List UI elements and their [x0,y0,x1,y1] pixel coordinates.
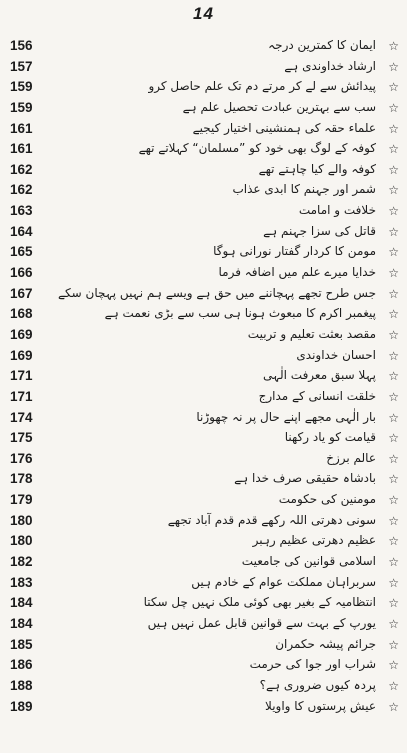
toc-title: خلافت و امامت [298,203,376,218]
toc-entry [0,387,407,408]
star-bullet-icon: ☆ [388,575,399,590]
toc-title: احسان خداوندی [296,347,376,362]
toc-title: عالم برزخ [326,450,376,465]
toc-page-number: 180 [10,533,33,549]
star-bullet-icon: ☆ [388,389,399,404]
toc-page-number: 189 [10,698,33,714]
star-bullet-icon: ☆ [388,307,399,322]
star-bullet-icon: ☆ [388,596,399,611]
star-bullet-icon: ☆ [388,451,399,466]
toc-entry [0,284,407,305]
toc-page-number: 184 [10,595,33,611]
star-bullet-icon: ☆ [388,224,399,239]
toc-entry [0,511,407,532]
toc-page-number: 161 [10,120,33,136]
toc-page-number: 171 [10,388,33,404]
star-bullet-icon: ☆ [388,555,399,570]
toc-page-number: 179 [10,492,33,508]
toc-page-number: 174 [10,409,33,425]
toc-entry [0,119,407,140]
toc-title: کوفہ کے لوگ بھی خود کو ”مسلمان“ کہلاتے تھے [138,141,376,156]
toc-entry [0,180,407,201]
star-bullet-icon: ☆ [388,162,399,177]
toc-entry [0,593,407,614]
toc-title: علماء حقہ کی ہمنشینی اختیار کیجیے [192,120,376,135]
toc-title: سب سے بہترین عبادت تحصیل علم ہے [182,99,376,114]
star-bullet-icon: ☆ [388,327,399,342]
star-bullet-icon: ☆ [388,678,399,693]
toc-page-number: 167 [10,285,33,301]
star-bullet-icon: ☆ [388,616,399,631]
toc-page-number: 159 [10,79,33,95]
star-bullet-icon: ☆ [388,699,399,714]
toc-title: یورپ کے بہت سے قوانین قابل عمل نہیں ہیں [147,615,376,630]
toc-title: عیش پرستوں کا واویلا [265,698,376,713]
toc-page-number: 183 [10,574,33,590]
toc-entry [0,428,407,449]
star-bullet-icon: ☆ [388,245,399,260]
star-bullet-icon: ☆ [388,493,399,508]
toc-title: سونی دھرتی اللہ رکھے قدم قدم آباد تجھے [167,512,376,527]
toc-title: پیغمبر اکرم کا مبعوث ہونا ہی سب سے بڑی نعمت ہے [104,306,376,321]
toc-entry [0,573,407,594]
toc-title: اسلامی قوانین کی جامعیت [241,554,376,569]
toc-entry [0,201,407,222]
toc-page-number: 176 [10,450,33,466]
toc-entry [0,77,407,98]
toc-title: مومن کا کردار گفتار نورانی ہوگا [213,244,376,259]
toc-entry [0,408,407,429]
toc-entry [0,449,407,470]
toc-entry [0,325,407,346]
star-bullet-icon: ☆ [388,637,399,652]
star-bullet-icon: ☆ [388,348,399,363]
star-bullet-icon: ☆ [388,658,399,673]
toc-page-number: 171 [10,368,33,384]
toc-page-number: 164 [10,223,33,239]
star-bullet-icon: ☆ [388,369,399,384]
toc-title: ارشاد خداوندی ہے [284,58,376,73]
toc-title: پہلا سبق معرفت الٰہی [262,368,376,383]
toc-title: خلقت انسانی کے مدارج [258,388,376,403]
toc-entry [0,304,407,325]
toc-page-number: 180 [10,512,33,528]
toc-entry [0,676,407,697]
toc-entry [0,57,407,78]
star-bullet-icon: ☆ [388,183,399,198]
star-bullet-icon: ☆ [388,59,399,74]
toc-entry [0,614,407,635]
toc-page-number: 178 [10,471,33,487]
star-bullet-icon: ☆ [388,286,399,301]
toc-page-number: 169 [10,326,33,342]
toc-title: شراب اور جوا کی حرمت [249,657,376,672]
toc-page-number: 184 [10,615,33,631]
toc-title: سربراہان مملکت عوام کے خادم ہیں [191,574,376,589]
toc-page-number: 169 [10,347,33,363]
toc-entry [0,242,407,263]
toc-title: جرائم پیشہ حکمران [275,636,376,651]
toc-title: عظیم دھرتی عظیم رہبر [252,533,376,548]
toc-entry [0,222,407,243]
toc-title: انتظامیہ کے بغیر بھی کوئی ملک نہیں چل سکتا [143,595,376,610]
toc-entry [0,139,407,160]
toc-entry [0,552,407,573]
toc-page-number: 162 [10,182,33,198]
toc-entry [0,366,407,387]
star-bullet-icon: ☆ [388,410,399,425]
toc-title: بار الٰہی مجھے اپنے حال پر نہ چھوڑنا [196,409,376,424]
star-bullet-icon: ☆ [388,80,399,95]
toc-entry [0,697,407,718]
star-bullet-icon: ☆ [388,142,399,157]
toc-page-number: 166 [10,265,33,281]
toc-page-number: 156 [10,38,33,53]
toc-title: کوفہ والے کیا چاہتے تھے [258,161,376,176]
toc-title: مقصد بعثت تعلیم و تربیت [247,326,376,341]
toc-title: جس طرح تجھے پہچاننے میں حق ہے ویسے ہم نہیں پہچان سکے [58,285,376,300]
toc-page-number: 175 [10,430,33,446]
page-number: 14 [193,4,214,23]
star-bullet-icon: ☆ [388,121,399,136]
toc-entry [0,635,407,656]
toc-page-number: 165 [10,244,33,260]
star-bullet-icon: ☆ [388,431,399,446]
toc-title: قاتل کی سزا جہنم ہے [263,223,376,238]
toc-page-number: 157 [10,58,33,74]
toc-entry [0,346,407,367]
toc-page-number: 162 [10,161,33,177]
toc-title: پردہ کیوں ضروری ہے؟ [259,677,376,692]
star-bullet-icon: ☆ [388,534,399,549]
toc-title: مومنین کی حکومت [278,492,376,507]
toc-entry [0,36,407,57]
toc-page-number: 188 [10,677,33,693]
star-bullet-icon: ☆ [388,266,399,281]
toc-entry [0,98,407,119]
toc-title: قیامت کو یاد رکھنا [284,430,376,445]
toc-title: ایمان کا کمترین درجہ [268,38,376,52]
toc-entry [0,531,407,552]
toc-page-number: 185 [10,636,33,652]
toc-page-number: 168 [10,306,33,322]
star-bullet-icon: ☆ [388,39,399,53]
toc-entry [0,160,407,181]
toc-entry [0,490,407,511]
star-bullet-icon: ☆ [388,100,399,115]
toc-entry [0,263,407,284]
toc-page-number: 159 [10,99,33,115]
star-bullet-icon: ☆ [388,204,399,219]
toc-entry [0,655,407,676]
toc-title: شمر اور جہنم کا ابدی عذاب [232,182,376,197]
toc-entry [0,469,407,490]
toc-page-number: 163 [10,203,33,219]
toc-page-number: 182 [10,554,33,570]
toc-title: پیدائش سے لے کر مرتے دم تک علم حاصل کرو [148,79,376,94]
table-of-contents [0,36,407,717]
star-bullet-icon: ☆ [388,513,399,528]
toc-page-number: 161 [10,141,33,157]
star-bullet-icon: ☆ [388,472,399,487]
toc-title: خدایا میرے علم میں اضافہ فرما [218,265,376,280]
toc-page-number: 186 [10,657,33,673]
toc-title: بادشاہ حقیقی صرف خدا ہے [234,471,376,486]
